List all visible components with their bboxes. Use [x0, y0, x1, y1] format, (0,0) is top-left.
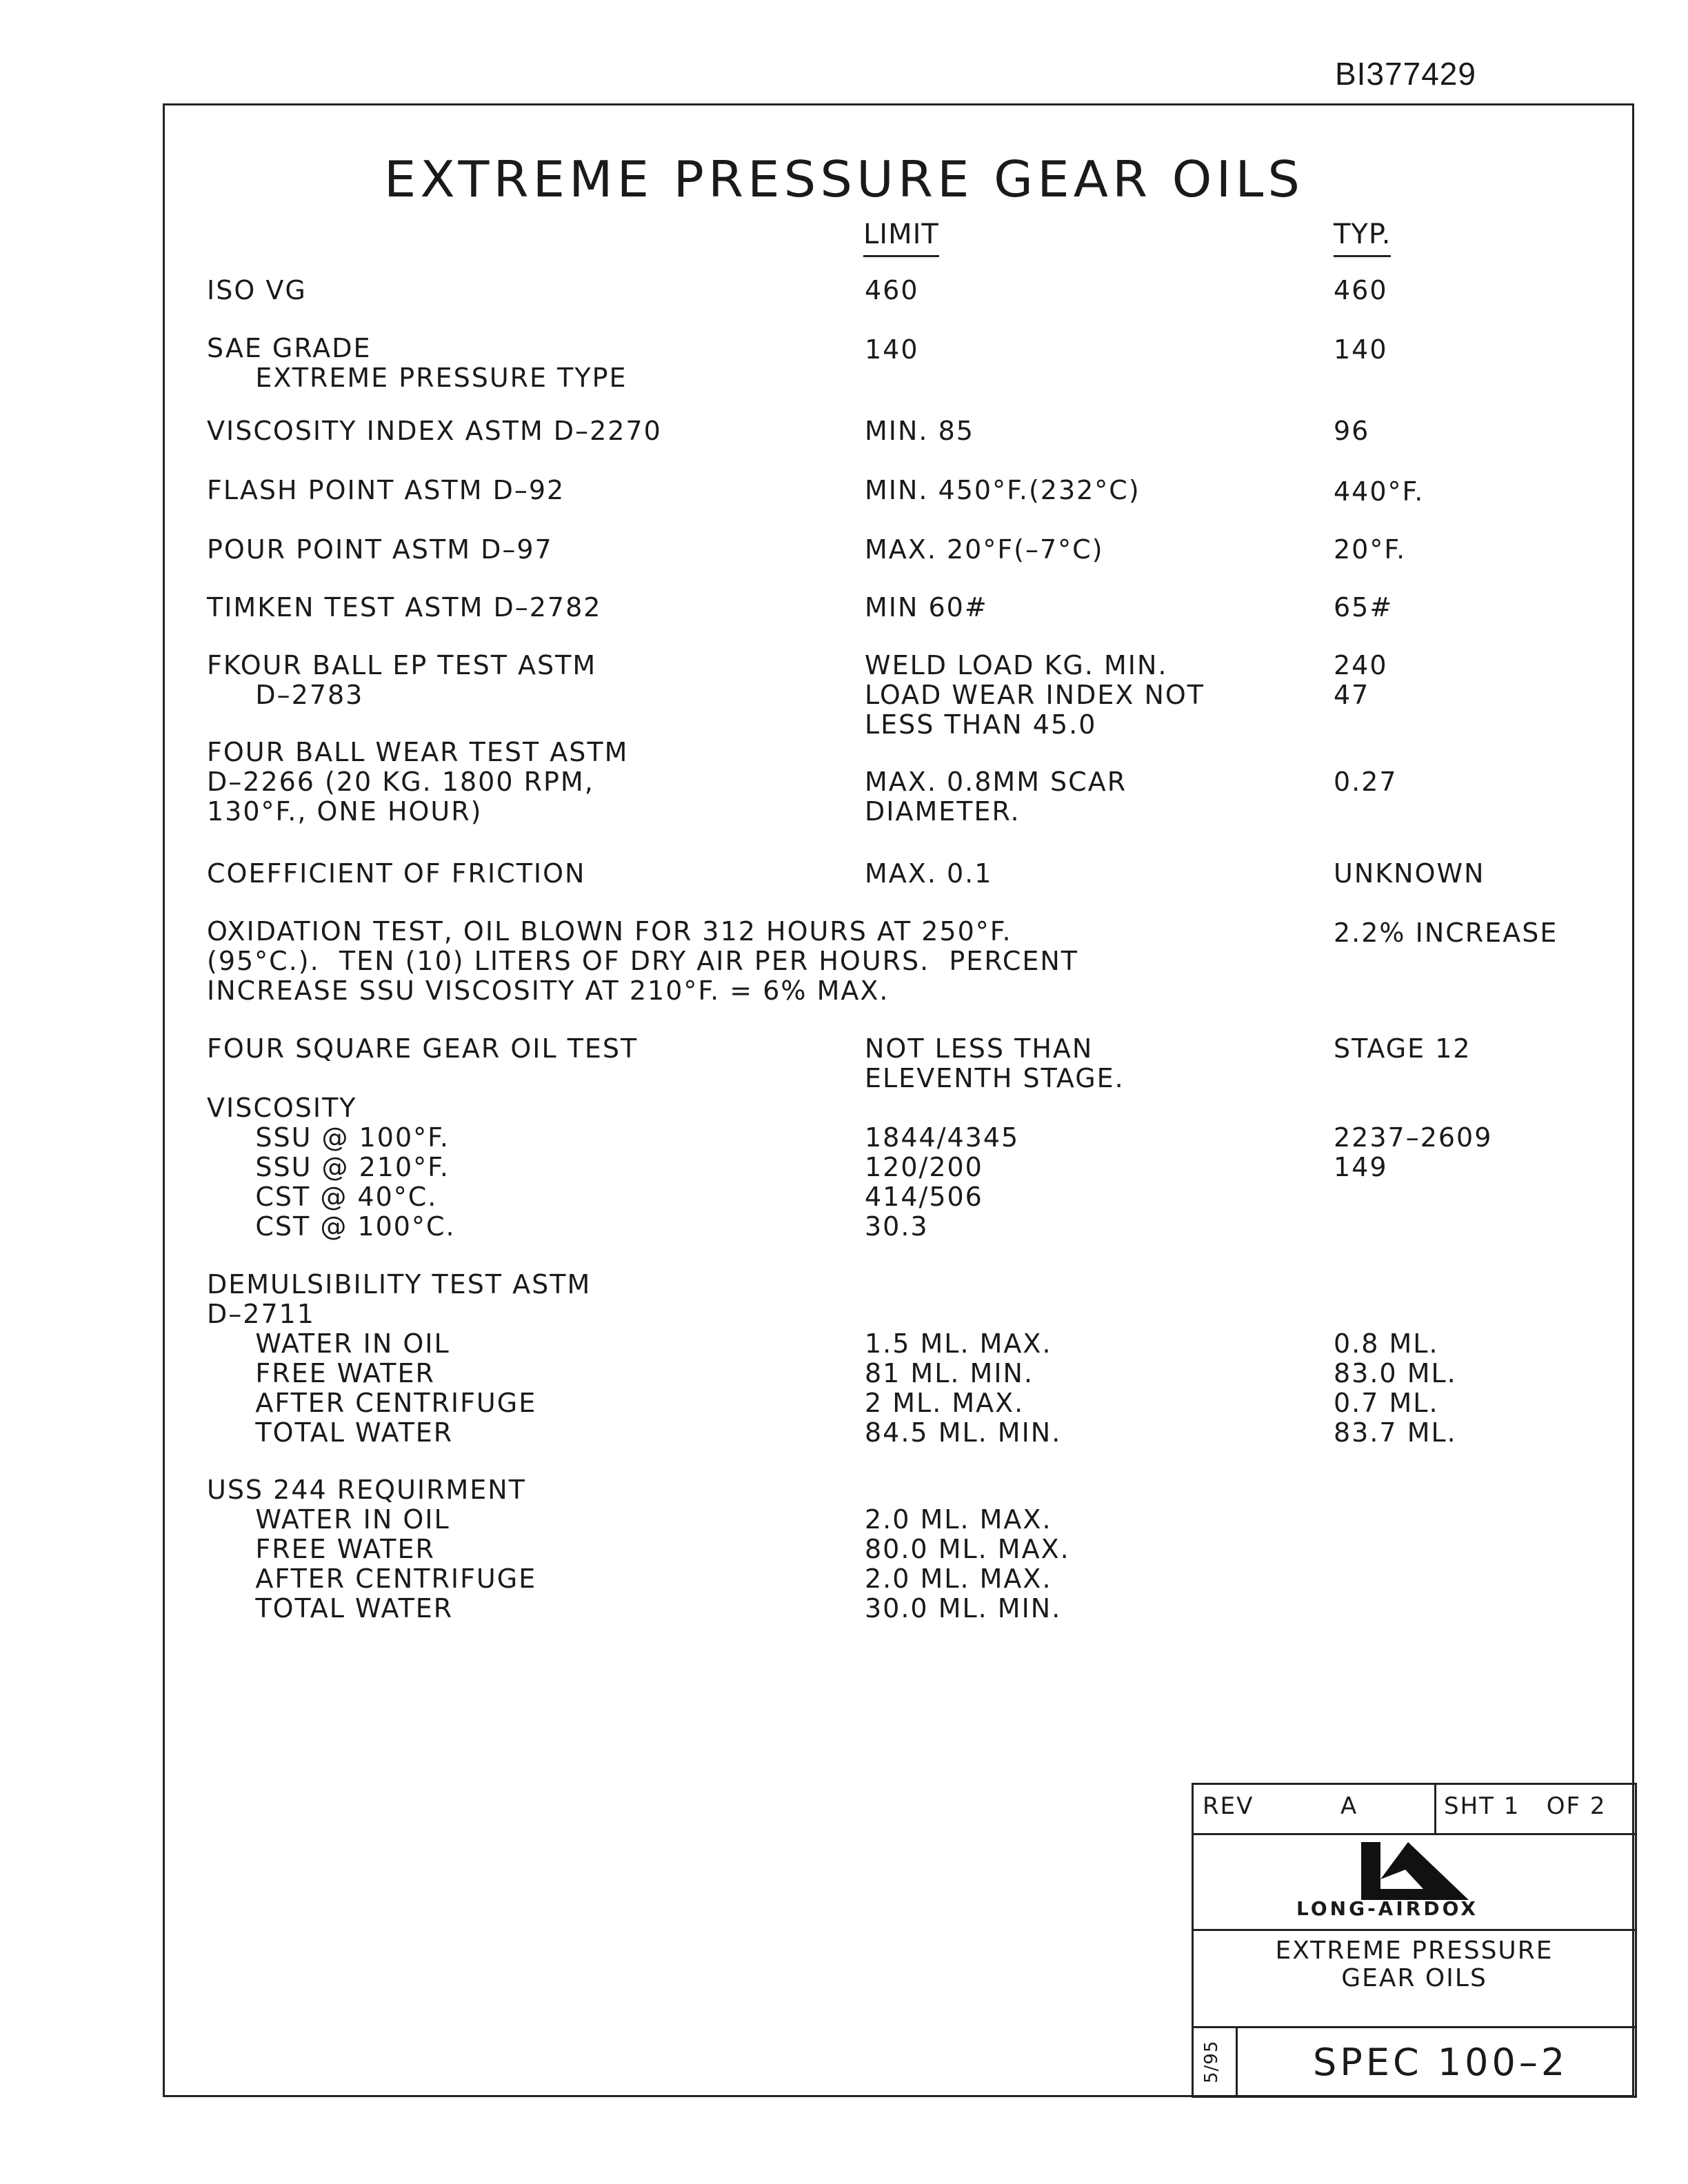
spec-typical: 440°F. — [1334, 476, 1425, 507]
spec-limit: 460 — [865, 275, 919, 305]
spec-name: FLASH POINT ASTM D–92 — [207, 475, 565, 505]
spec-typical: 0.8 ML. 83.0 ML. 0.7 ML. 83.7 ML. — [1334, 1328, 1457, 1448]
spec-limit: 140 — [865, 334, 919, 365]
spec-typical: 140 — [1334, 334, 1388, 365]
spec-limit: NOT LESS THAN ELEVENTH STAGE. — [865, 1033, 1125, 1093]
spec-name: ISO VG — [207, 275, 307, 305]
spec-typical: 460 — [1334, 275, 1388, 305]
spec-name: OXIDATION TEST, OIL BLOWN FOR 312 HOURS AT 250°F. (95°C.). TEN (10) LITERS OF DRY AIR PER HOURS. PERCENT INCREASE SSU VISCOSITY AT 210°F. = 6% MAX. — [207, 916, 1079, 1006]
spec-name: FOUR SQUARE GEAR OIL TEST — [207, 1033, 639, 1064]
sheet-number: SHT 1 OF 2 — [1444, 1792, 1607, 1820]
spec-name: COEFFICIENT OF FRICTION — [207, 858, 586, 889]
spec-name: FKOUR BALL EP TEST ASTM D–2783 — [207, 650, 597, 710]
spec-number: SPEC 100–2 — [1313, 2041, 1569, 2084]
spec-limit: MIN. 450°F.(232°C) — [865, 475, 1141, 505]
spec-name: SAE GRADE EXTREME PRESSURE TYPE — [207, 333, 627, 393]
spec-limit: MAX. 0.8MM SCAR DIAMETER. — [865, 767, 1127, 827]
document-id: BI377429 — [1335, 56, 1476, 92]
spec-limit: 1844/4345 120/200 414/506 30.3 — [865, 1122, 1020, 1242]
spec-limit: MAX. 20°F(–7°C) — [865, 534, 1104, 565]
spec-name: FOUR BALL WEAR TEST ASTM D–2266 (20 KG. 1800 RPM, 130°F., ONE HOUR) — [207, 737, 629, 827]
spec-limit: MAX. 0.1 — [865, 858, 993, 889]
title-block-date-divider — [1236, 2026, 1238, 2098]
spec-limit: MIN 60# — [865, 592, 988, 623]
spec-limit: MIN. 85 — [865, 416, 974, 446]
spec-typical: UNKNOWN — [1334, 858, 1485, 889]
spec-typical: 65# — [1334, 592, 1394, 623]
title-block-rev-divider — [1434, 1783, 1436, 1835]
revision-date: 5/95 — [1201, 2040, 1222, 2083]
rev-value: A — [1340, 1792, 1358, 1820]
page-title: EXTREME PRESSURE GEAR OILS — [383, 150, 1305, 208]
spec-name: USS 244 REQUIRMENT WATER IN OIL FREE WATER AFTER CENTRIFUGE TOTAL WATER — [207, 1475, 537, 1624]
spec-name: VISCOSITY SSU @ 100°F. SSU @ 210°F. CST @ 40°C. CST @ 100°C. — [207, 1093, 456, 1242]
spec-name: VISCOSITY INDEX ASTM D–2270 — [207, 416, 662, 446]
spec-typical: 96 — [1334, 416, 1370, 446]
spec-name: DEMULSIBILITY TEST ASTM D–2711 WATER IN OIL FREE WATER AFTER CENTRIFUGE TOTAL WATER — [207, 1269, 592, 1448]
spec-limit: 2.0 ML. MAX. 80.0 ML. MAX. 2.0 ML. MAX. 30.0 ML. MIN. — [865, 1504, 1070, 1624]
spec-limit: WELD LOAD KG. MIN. LOAD WEAR INDEX NOT LESS THAN 45.0 — [865, 650, 1205, 740]
spec-typical: 240 47 — [1334, 650, 1388, 710]
company-logo-mark — [1360, 1839, 1470, 1901]
drawing-title: EXTREME PRESSURE GEAR OILS — [1275, 1937, 1554, 1992]
company-name: LONG-AIRDOX — [1296, 1897, 1478, 1920]
spec-typical: 2.2% INCREASE — [1334, 918, 1558, 948]
spec-limit: 1.5 ML. MAX. 81 ML. MIN. 2 ML. MAX. 84.5 ML. MIN. — [865, 1328, 1062, 1448]
spec-typical: STAGE 12 — [1334, 1033, 1471, 1064]
spec-typical: 2237–2609 149 — [1334, 1122, 1493, 1182]
rev-label: REV — [1203, 1792, 1254, 1820]
spec-typical: 20°F. — [1334, 534, 1407, 565]
column-header-limit: LIMIT — [863, 218, 939, 257]
spec-typical: 0.27 — [1334, 767, 1398, 797]
column-header-typ: TYP. — [1334, 218, 1391, 257]
spec-name: POUR POINT ASTM D–97 — [207, 534, 553, 565]
spec-name: TIMKEN TEST ASTM D–2782 — [207, 592, 602, 623]
